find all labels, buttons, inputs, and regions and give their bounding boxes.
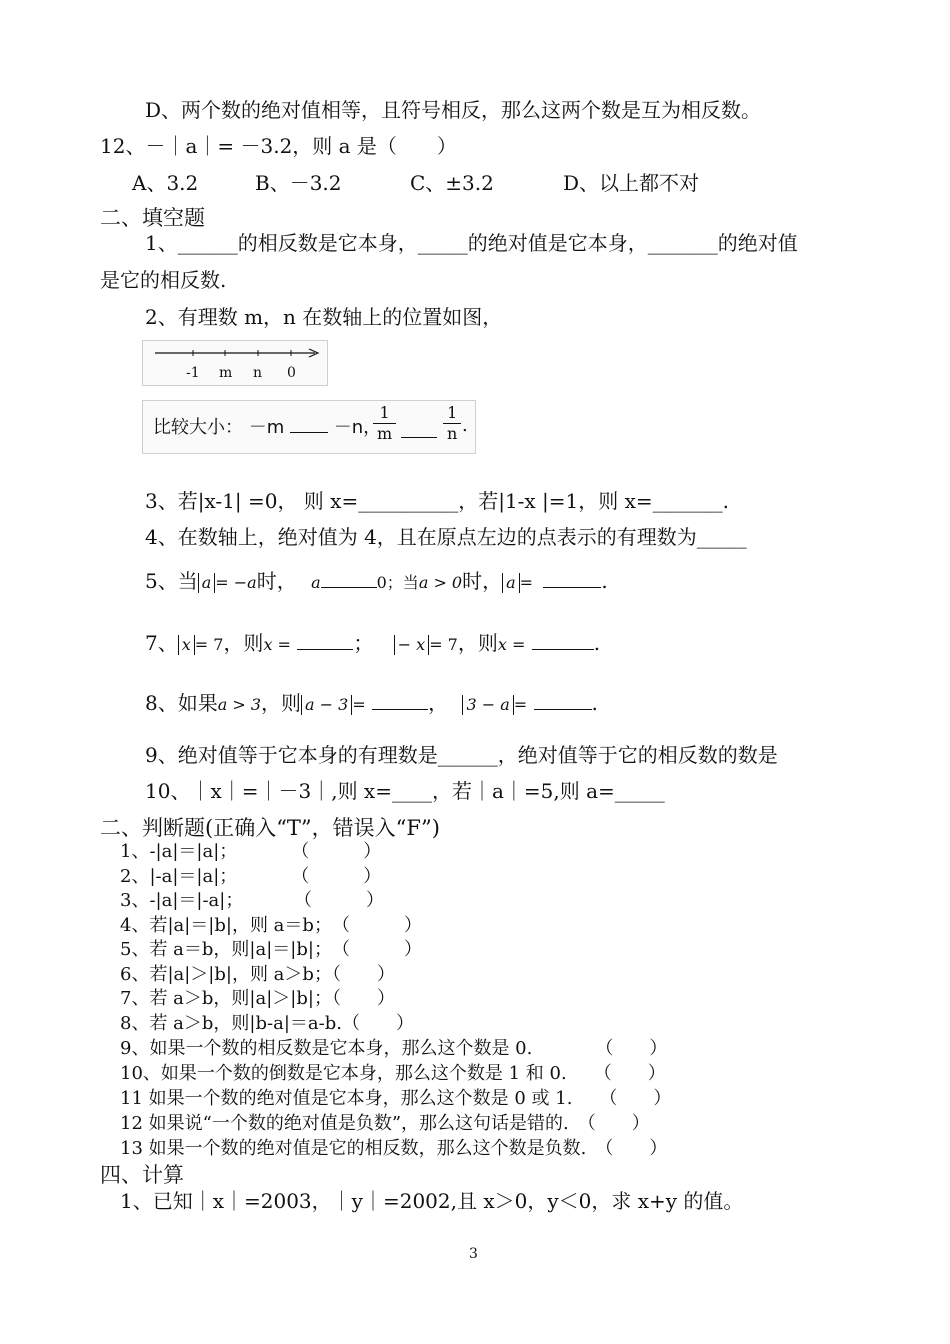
option-d-text: D、两个数的绝对值相等，且符号相反，那么这两个数是互为相反数。 [145, 98, 762, 122]
section-heading-fill: 二、填空题 [100, 206, 205, 230]
q8-abs-a-minus-3: a − 3 [301, 695, 352, 715]
section-heading-judge: 二、判断题(正确入“T”，错误入“F”) [100, 816, 440, 840]
fill-q4: 4、在数轴上，绝对值为 4，且在原点左边的点表示的有理数为_____ [145, 525, 747, 549]
q5-time2: 时， [462, 569, 503, 593]
q5-eq-neg-a: = −a [215, 573, 257, 592]
compare-blank-2[interactable] [401, 419, 437, 438]
judge-item-11: 11 如果一个数的绝对值是它本身，那么这个数是 0 或 1. （ ） [120, 1088, 672, 1109]
fill-q1-line1: 1、______的相反数是它本身，_____的绝对值是它本身，_______的绝对值 [145, 231, 798, 255]
q7-blank-1[interactable] [297, 631, 353, 650]
section-heading-calc: 四、计算 [100, 1163, 184, 1187]
q12-option-b: B、－3.2 [255, 171, 342, 195]
q7-prefix: 7、 [145, 631, 178, 655]
q5-a: a [311, 573, 321, 592]
q7-xeq-2: x = [497, 635, 526, 654]
fill-q7 [145, 630, 600, 658]
frac-denominator-n: n [447, 424, 458, 443]
label-neg1: -1 [186, 365, 200, 381]
number-line-svg [143, 341, 327, 385]
compare-blank-1[interactable] [290, 414, 328, 433]
label-zero: 0 [287, 365, 296, 381]
q7-semi: ； [353, 631, 374, 655]
q8-cond: a > 3 [217, 695, 262, 714]
q5-abs-a-2: a [502, 573, 520, 593]
fill-q3: 3、若|x-1| =0， 则 x=__________，若|1-x |=1，则 x=_______. [145, 489, 730, 513]
q5-blank-1[interactable] [321, 569, 377, 588]
compare-figure [142, 400, 476, 454]
judge-item-12: 12 如果说“一个数的绝对值是负数”，那么这句话是错的. （ ） [120, 1113, 650, 1134]
number-line-figure [142, 340, 328, 386]
q8-eq-1: = [352, 695, 366, 714]
judge-item-6: 6、若|a|＞|b|，则 a＞b；（ ） [120, 964, 395, 985]
q5-abs-a: a [198, 573, 216, 593]
q7-period: . [593, 631, 601, 655]
q5-prefix: 5、当 [145, 569, 198, 593]
judge-item-4: 4、若|a|＝|b|，则 a＝b； （ ） [120, 915, 422, 936]
label-m: m [219, 365, 233, 381]
frac-numerator-2: 1 [443, 403, 461, 424]
q7-eq7: = 7 [194, 635, 224, 654]
judge-item-10: 10、如果一个数的倒数是它本身，那么这个数是 1 和 0. （ ） [120, 1063, 666, 1084]
fraction-1-over-n [443, 403, 461, 444]
q5-blank-2[interactable] [543, 569, 601, 588]
question-12: 12、－｜a｜= －3.2，则 a 是（ ） [100, 134, 457, 158]
q7-eq7-2: = 7 [429, 635, 458, 654]
q8-blank-2[interactable] [534, 691, 592, 710]
compare-period: . [462, 415, 468, 436]
q5-zero: 0；当 [376, 573, 419, 592]
fill-q2: 2、有理数 m，n 在数轴上的位置如图， [145, 305, 503, 329]
fraction-1-over-m [373, 403, 396, 444]
compare-label: 比较大小： [153, 417, 243, 438]
q12-option-c: C、±3.2 [410, 171, 494, 195]
q5-time: 时， [256, 569, 297, 593]
q7-abs-x: x [178, 635, 195, 655]
frac-numerator: 1 [373, 403, 396, 424]
compare-row [153, 413, 381, 439]
fill-q10: 10、｜x｜=｜－3｜,则 x=____，若｜a｜=5,则 a=_____ [145, 779, 665, 803]
compare-neg-m: －m [248, 417, 285, 438]
q5-period: . [601, 569, 608, 593]
q7-blank-2[interactable] [532, 631, 594, 650]
q8-eq-2: = [513, 695, 528, 714]
frac-denominator-m: m [377, 424, 393, 443]
judge-item-7: 7、若 a＞b，则|a|＞|b|；（ ） [120, 988, 395, 1009]
q8-blank-1[interactable] [372, 691, 428, 710]
fill-q8 [145, 690, 598, 718]
q7-ze: ，则 [223, 631, 264, 655]
calc-q1: 1、已知｜x｜=2003，｜y｜=2002,且 x＞0，y＜0，求 x+y 的值。 [120, 1189, 744, 1213]
q7-xeq: x = [263, 635, 291, 654]
fill-q9: 9、绝对值等于它本身的有理数是______，绝对值等于它的相反数的数是 [145, 743, 778, 767]
compare-neg-n: －n， [333, 417, 382, 438]
judge-item-1: 1、-|a|＝|a|； （ ） [120, 841, 382, 862]
fill-q5 [145, 568, 608, 596]
q7-abs-negx: − x [394, 635, 430, 655]
judge-item-8: 8、若 a＞b，则|b-a|＝a-b.（ ） [120, 1013, 414, 1034]
label-n: n [253, 365, 263, 381]
q7-ze2: ，则 [457, 631, 498, 655]
q8-prefix: 8、如果 [145, 691, 218, 715]
q5-a-gt-0: a > 0 [418, 573, 463, 592]
fill-q1-line2: 是它的相反数. [100, 268, 227, 292]
q8-abs-3-minus-a: 3 − a [462, 695, 513, 715]
judge-item-9: 9、如果一个数的相反数是它本身，那么这个数是 0. （ ） [120, 1038, 668, 1059]
q8-comma: ， [428, 691, 449, 715]
judge-item-13: 13 如果一个数的绝对值是它的相反数，那么这个数是负数. （ ） [120, 1138, 668, 1159]
q12-option-a: A、3.2 [132, 171, 199, 195]
q8-ze: ，则 [261, 691, 302, 715]
judge-item-2: 2、|-a|＝|a|； （ ） [120, 866, 382, 887]
q5-eq: = [519, 573, 534, 592]
judge-item-5: 5、若 a＝b，则|a|＝|b|； （ ） [120, 939, 422, 960]
q8-period: . [591, 691, 598, 715]
page-number: 3 [469, 1246, 478, 1262]
q12-option-d: D、以上都不对 [563, 171, 700, 195]
judge-item-3: 3、-|a|＝|-a|； （ ） [120, 890, 385, 911]
